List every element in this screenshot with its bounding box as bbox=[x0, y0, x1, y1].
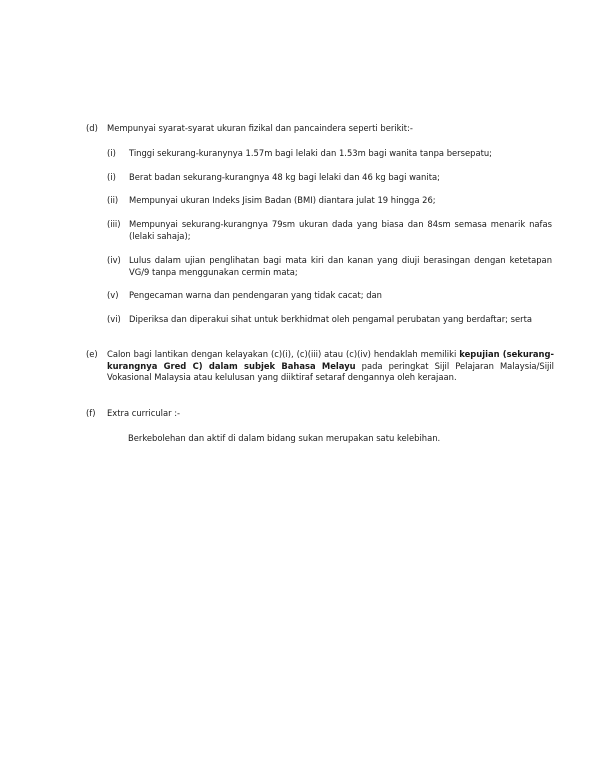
section-d-text: Mempunyai syarat-syarat ukuran fizikal dan pancaindera seperti berikit:- bbox=[107, 123, 413, 133]
list-item-text: Pengecaman warna dan pendengaran yang tidak cacat; dan bbox=[129, 290, 382, 300]
list-item-label: (v) bbox=[107, 290, 119, 300]
list-item-label: (i) bbox=[107, 148, 116, 158]
section-e-text-bold: kepujian (sekurang-kurangnya Gred C) dalam subjek Bahasa Melayu bbox=[107, 349, 554, 371]
section-d-label: (d) bbox=[86, 123, 98, 133]
section-e-text-before: Calon bagi lantikan dengan kelayakan (c)(i), (c)(iii) atau (c)(iv) hendaklah memiliki bbox=[107, 349, 460, 359]
section-f-label: (f) bbox=[86, 408, 96, 418]
list-item-text: Mempunyai sekurang-kurangnya 79sm ukuran dada yang biasa dan 84sm semasa menarik nafas (lelaki sahaja); bbox=[129, 219, 552, 241]
section-f-detail: Berkebolehan dan aktif di dalam bidang sukan merupakan satu kelebihan. bbox=[128, 433, 441, 443]
list-item-label: (iv) bbox=[107, 255, 121, 265]
list-item-text: Tinggi sekurang-kuranynya 1.57m bagi lelaki dan 1.53m bagi wanita tanpa bersepatu; bbox=[129, 148, 493, 158]
section-f-text: Extra curricular :- bbox=[107, 408, 181, 418]
list-item-text: Berat badan sekurang-kurangnya 48 kg bagi lelaki dan 46 kg bagi wanita; bbox=[129, 172, 440, 182]
section-e-label: (e) bbox=[86, 349, 98, 359]
section-e-text-after: pada peringkat Sijil Pelajaran Malaysia/Sijil Vokasional Malaysia atau kelulusan yang diiktiraf setaraf dengannya oleh kerajaan. bbox=[107, 360, 555, 383]
list-item-label: (iii) bbox=[107, 219, 121, 229]
list-item-label: (vi) bbox=[107, 314, 121, 324]
list-item-text: Mempunyai ukuran Indeks Jisim Badan (BMI) diantara julat 19 hingga 26; bbox=[129, 195, 436, 205]
list-item-text: Lulus dalam ujian penglihatan bagi mata kiri dan kanan yang diuji berasingan dengan ketetapan VG/9 tanpa menggunakan cermin mata; bbox=[129, 255, 552, 277]
list-item-text: Diperiksa dan diperakui sihat untuk berkhidmat oleh pengamal perubatan yang berdaftar; serta bbox=[129, 314, 533, 324]
list-item-label: (i) bbox=[107, 172, 116, 182]
section-e-text bbox=[107, 349, 554, 384]
list-item-label: (ii) bbox=[107, 195, 119, 205]
